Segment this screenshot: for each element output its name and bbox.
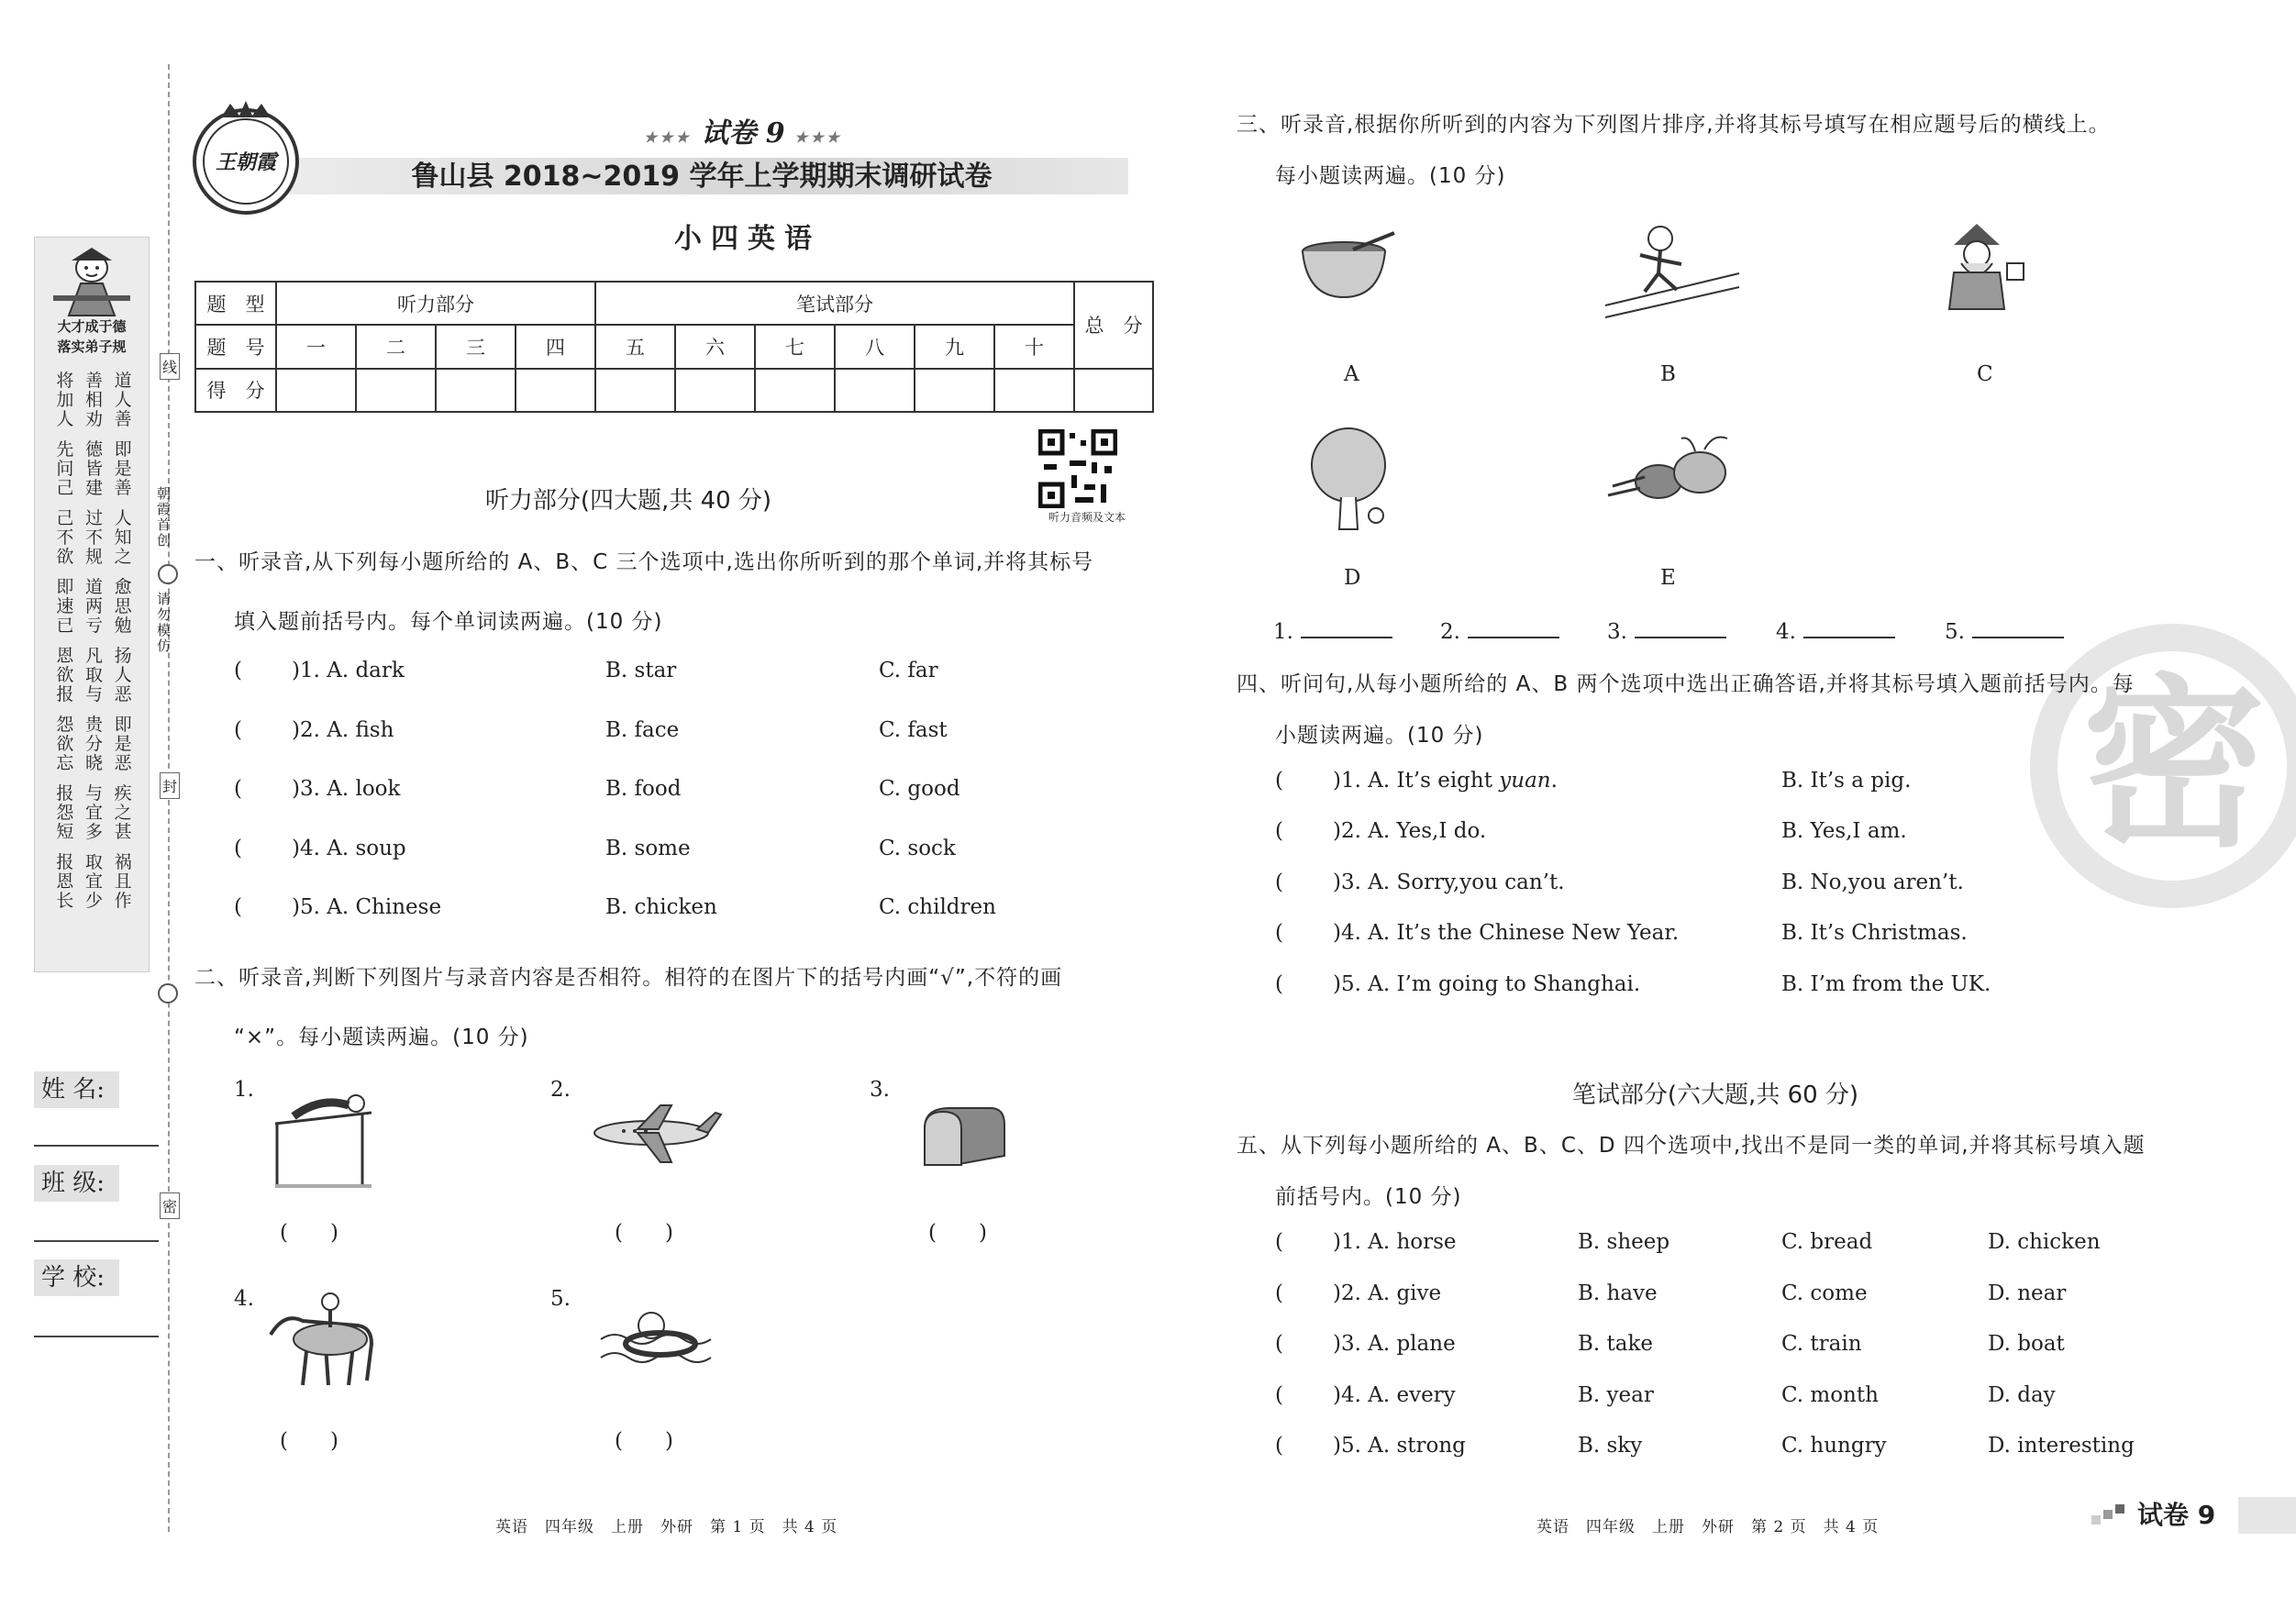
score-table-number: 六 <box>675 325 755 368</box>
q5-answer-bracket[interactable]: ( <box>1275 1434 1283 1458</box>
bread-picture <box>917 1101 1009 1174</box>
margin-verse-char: 思 <box>114 596 132 616</box>
q4-option-b: B. Yes,I am. <box>1781 819 1907 843</box>
margin-verse-char: 短 <box>56 822 74 842</box>
score-cell[interactable] <box>915 369 994 412</box>
q3-blank-number: 4. <box>1776 620 1796 644</box>
score-cell[interactable] <box>436 369 516 412</box>
name-label: 姓 名: <box>34 1071 119 1108</box>
q2-number: 5. <box>550 1287 571 1311</box>
margin-verse-char: 亏 <box>84 616 103 636</box>
margin-verse-char: 欲 <box>56 665 74 685</box>
margin-verse-char: 且 <box>114 871 132 892</box>
score-table-number: 十 <box>994 325 1074 368</box>
q3-picture-label: D <box>1344 566 1361 590</box>
margin-verse-char: 两 <box>84 596 103 616</box>
confidential-seal-char: 密 <box>2081 659 2266 872</box>
margin-verse-char: 规 <box>84 547 103 567</box>
q5-option-b: B. year <box>1578 1383 1654 1407</box>
q4-option-a-end: . <box>1550 769 1558 793</box>
margin-verse-column <box>50 509 80 567</box>
q3-picture-label: A <box>1344 362 1359 386</box>
q2-number: 2. <box>550 1078 571 1102</box>
q2-answer-bracket[interactable]: ( ) <box>615 1221 673 1245</box>
q4-option-a <box>1333 819 1486 843</box>
horse-riding-picture <box>257 1289 394 1390</box>
soup-bowl-picture <box>1298 231 1399 305</box>
margin-verse-char: 即 <box>114 715 132 735</box>
margin-verse-column <box>50 853 80 911</box>
brand-logo-text: 王朝霞 <box>215 150 276 174</box>
margin-verse-char: 道 <box>114 371 132 391</box>
q1-answer-bracket[interactable]: ( <box>234 718 242 742</box>
corner-decoration <box>2091 1504 2128 1528</box>
margin-verse-char: 知 <box>114 527 132 548</box>
scissors-icon <box>158 564 178 584</box>
margin-verse-column <box>50 715 80 773</box>
q5-option-c: C. hungry <box>1781 1434 1887 1458</box>
margin-verse-char: 与 <box>84 684 103 704</box>
binding-mark-seal: 封 <box>160 772 180 799</box>
q5-instruction-line-1: 五、从下列每小题所给的 A、B、C、D 四个选项中,找出不是同一类的单词,并将其标号填入题 <box>1237 1134 2146 1158</box>
q1-option-c: C. fast <box>879 718 948 742</box>
margin-verse-column <box>80 647 109 704</box>
qr-caption: 听力音频及文本 <box>1048 511 1126 524</box>
margin-verse-char: 已 <box>56 616 74 636</box>
margin-verse-char: 取 <box>84 665 103 685</box>
q1-option-b: B. star <box>605 659 677 682</box>
q3-answer-line[interactable] <box>1803 616 1895 638</box>
score-table <box>194 281 1154 413</box>
score-table-number: 一 <box>276 325 356 368</box>
margin-verse-char: 报 <box>56 783 74 804</box>
q1-answer-bracket[interactable]: ( <box>234 895 242 919</box>
q2-answer-bracket[interactable]: ( ) <box>615 1429 673 1453</box>
q1-answer-bracket[interactable]: ( <box>234 837 242 860</box>
q4-option-a-text: )5. A. I’m going to Shanghai. <box>1333 972 1641 996</box>
margin-verse-char: 恶 <box>114 684 132 704</box>
margin-verse-column <box>80 440 109 498</box>
q1-answer-bracket[interactable]: ( <box>234 659 242 682</box>
margin-verse-char: 祸 <box>114 852 132 872</box>
q1-option-a: )2. A. fish <box>292 718 394 742</box>
q1-option-c: C. far <box>879 659 938 682</box>
q5-answer-bracket[interactable]: ( <box>1275 1230 1283 1254</box>
margin-verse-char: 道 <box>84 577 103 597</box>
margin-verse-char: 贵 <box>84 715 103 735</box>
q5-option-d: D. near <box>1988 1281 2067 1305</box>
score-table-writing: 笔试部分 <box>595 282 1074 325</box>
q1-option-a: )3. A. look <box>292 777 401 801</box>
swimming-picture <box>596 1298 715 1381</box>
q4-option-b: B. I’m from the UK. <box>1781 972 1991 996</box>
margin-verse-char: 长 <box>56 891 74 911</box>
q1-option-a: )1. A. dark <box>292 659 405 682</box>
q3-blank-number: 5. <box>1945 620 1965 644</box>
q3-answer-line[interactable] <box>1635 616 1726 638</box>
q5-option-b: B. sheep <box>1578 1230 1670 1254</box>
margin-verse-char: 恶 <box>114 753 132 773</box>
score-table-number: 五 <box>595 325 675 368</box>
margin-verse-char: 人 <box>114 665 132 685</box>
margin-verse-char: 报 <box>56 852 74 872</box>
margin-verse-char: 恩 <box>56 871 74 892</box>
margin-verse-char: 己 <box>56 508 74 528</box>
margin-verse-char: 人 <box>114 390 132 410</box>
margin-verse-column <box>50 784 80 842</box>
margin-verse-char: 愈 <box>114 577 132 597</box>
binding-mark-line: 线 <box>160 353 180 380</box>
margin-verse-char: 皆 <box>84 459 103 479</box>
q2-answer-bracket[interactable]: ( ) <box>280 1221 338 1245</box>
q1-option-b: B. food <box>605 777 682 801</box>
margin-verse-char: 甚 <box>114 822 132 842</box>
exam-title: 鲁山县 2018~2019 学年上学期期末调研试卷 <box>411 161 993 193</box>
exam-series-label <box>624 110 862 150</box>
margin-verse-char: 人 <box>56 409 74 429</box>
margin-verse-char: 作 <box>114 891 132 911</box>
margin-verse-column <box>50 440 80 498</box>
margin-verse-column <box>50 372 80 429</box>
margin-verse-column <box>50 647 80 704</box>
margin-verse-char: 宜 <box>84 803 103 823</box>
high-jump-picture <box>257 1087 376 1188</box>
q5-option-b: B. have <box>1578 1281 1658 1305</box>
q2-answer-bracket[interactable]: ( ) <box>280 1429 338 1453</box>
q5-answer-bracket[interactable]: ( <box>1275 1383 1283 1407</box>
margin-side-text-1: 朝霞首创 <box>155 486 172 549</box>
q5-option-d: D. boat <box>1988 1332 2065 1356</box>
q1-option-c: C. sock <box>879 837 956 860</box>
margin-verse-char: 善 <box>114 409 132 429</box>
q5-option-d: D. interesting <box>1988 1434 2135 1458</box>
q1-option-b: B. some <box>605 837 691 860</box>
q3-blank-5[interactable] <box>1945 616 2064 644</box>
q1-answer-bracket[interactable]: ( <box>234 777 242 801</box>
margin-motto <box>46 316 138 357</box>
q2-number: 4. <box>234 1287 254 1311</box>
vegetables-picture <box>1603 431 1741 523</box>
margin-verse-char: 将 <box>56 371 74 391</box>
corner-exam-label: 试卷 9 <box>2137 1500 2216 1530</box>
q4-option-a <box>1333 871 1565 894</box>
margin-verse-column <box>108 853 138 911</box>
score-cell[interactable] <box>356 369 436 412</box>
q4-answer-bracket[interactable]: ( <box>1275 972 1283 996</box>
score-cell[interactable] <box>675 369 755 412</box>
margin-verse-char: 忘 <box>56 753 74 773</box>
q4-option-a <box>1333 921 1679 945</box>
margin-motto-line-2: 落实弟子规 <box>57 338 127 355</box>
scholar-illustration <box>46 240 138 318</box>
score-table-number: 四 <box>516 325 595 368</box>
q4-answer-bracket[interactable]: ( <box>1275 769 1283 793</box>
score-table-type-header: 题 型 <box>195 282 276 325</box>
q5-option-d: D. chicken <box>1988 1230 2101 1254</box>
q1-option-b: B. chicken <box>605 895 717 919</box>
q1-option-b: B. face <box>605 718 680 742</box>
score-cell[interactable] <box>595 369 675 412</box>
margin-verse-char: 己 <box>56 478 74 498</box>
q5-option-d: D. day <box>1988 1383 2056 1407</box>
margin-verse-char: 善 <box>114 478 132 498</box>
margin-verse-char: 相 <box>84 390 103 410</box>
margin-verse-char: 疾 <box>114 783 132 804</box>
score-table-number: 二 <box>356 325 436 368</box>
tree-picture <box>1303 424 1403 534</box>
running-boy-picture <box>1603 218 1741 319</box>
margin-verse-column <box>80 715 109 773</box>
margin-verse-char: 不 <box>84 527 103 548</box>
margin-verse-char: 欲 <box>56 547 74 567</box>
santa-claus-picture <box>1926 222 2027 314</box>
margin-verse-char: 扬 <box>114 646 132 666</box>
writing-section-title: 笔试部分(六大题,共 60 分) <box>1571 1081 1859 1109</box>
margin-verse-char: 是 <box>114 459 132 479</box>
q5-answer-bracket[interactable]: ( <box>1275 1332 1283 1356</box>
q4-option-b: B. It’s a pig. <box>1781 769 1912 793</box>
q4-answer-bracket[interactable]: ( <box>1275 819 1283 843</box>
margin-verse-char: 欲 <box>56 734 74 754</box>
q5-option-c: C. train <box>1781 1332 1862 1356</box>
margin-motto-line-1: 大才成于德 <box>57 318 127 335</box>
q3-blank-3[interactable] <box>1607 616 1726 644</box>
score-cell-total[interactable] <box>1074 369 1153 412</box>
q2-number: 3. <box>870 1078 890 1102</box>
q5-option-b: B. sky <box>1578 1434 1643 1458</box>
q2-instruction-line-1: 二、听录音,判断下列图片与录音内容是否相符。相符的在图片下的括号内画“√”,不符的画 <box>194 966 1063 990</box>
qr-code-icon[interactable] <box>1038 429 1117 508</box>
margin-verse-char: 少 <box>84 891 103 911</box>
margin-verse-column <box>108 372 138 429</box>
q4-option-a-text: )2. A. Yes,I do. <box>1333 819 1487 843</box>
q3-instruction-line-2: 每小题读两遍。(10 分) <box>1275 164 1506 188</box>
q3-instruction-line-1: 三、听录音,根据你所听到的内容为下列图片排序,并将其标号填写在相应题号后的横线上。 <box>1237 113 2111 137</box>
q5-option-a: )3. A. plane <box>1333 1332 1456 1356</box>
margin-verse-char: 多 <box>84 822 103 842</box>
margin-verse-char: 即 <box>114 439 132 460</box>
margin-verse-column <box>108 578 138 636</box>
score-table-number: 九 <box>915 325 994 368</box>
margin-verse-char: 问 <box>56 459 74 479</box>
margin-verse-column <box>108 509 138 567</box>
q5-option-c: C. bread <box>1781 1230 1873 1254</box>
corner-bar <box>2238 1497 2296 1534</box>
q3-blank-number: 3. <box>1607 620 1627 644</box>
airplane-picture <box>587 1096 725 1170</box>
margin-verse-char: 之 <box>114 547 132 567</box>
margin-verse-column <box>50 578 80 636</box>
q3-blank-number: 1. <box>1273 620 1293 644</box>
margin-verse-char: 凡 <box>84 646 103 666</box>
margin-verse-char: 恩 <box>56 646 74 666</box>
margin-verse-char: 加 <box>56 390 74 410</box>
score-cell[interactable] <box>755 369 835 412</box>
margin-verse-char: 勉 <box>114 616 132 636</box>
margin-verse-column <box>80 784 109 842</box>
listening-section-title: 听力部分(四大题,共 40 分) <box>484 487 772 515</box>
margin-side-text-2: 请勿模仿 <box>155 592 172 654</box>
q4-option-a <box>1333 972 1640 996</box>
school-field[interactable] <box>34 1336 159 1337</box>
score-cell[interactable] <box>994 369 1074 412</box>
q3-blank-1[interactable] <box>1273 616 1392 644</box>
q5-option-a: )5. A. strong <box>1333 1434 1466 1458</box>
margin-verse-char: 宜 <box>84 871 103 892</box>
score-table-number: 七 <box>755 325 835 368</box>
margin-verse-char: 怨 <box>56 715 74 735</box>
q5-option-c: C. come <box>1781 1281 1868 1305</box>
margin-verse-column <box>80 372 109 429</box>
q3-blank-4[interactable] <box>1776 616 1895 644</box>
q4-answer-bracket[interactable]: ( <box>1275 921 1283 945</box>
margin-verse-char: 晓 <box>84 753 103 773</box>
q3-blank-2[interactable] <box>1440 616 1559 644</box>
score-table-number: 三 <box>436 325 516 368</box>
q1-instruction-line-2: 填入题前括号内。每个单词读两遍。(10 分) <box>234 610 663 634</box>
q3-blank-number: 2. <box>1440 620 1460 644</box>
q4-option-a-text: )3. A. Sorry,you can’t. <box>1333 871 1565 894</box>
school-label: 学 校: <box>34 1259 119 1296</box>
q1-option-c: C. children <box>879 895 996 919</box>
q3-answer-line[interactable] <box>1468 616 1559 638</box>
q3-picture-label: E <box>1660 566 1676 590</box>
q4-instruction-line-2: 小题读两遍。(10 分) <box>1275 724 1484 748</box>
star-decoration-left: ★★★ <box>643 128 692 146</box>
q4-option-a-text: )4. A. It’s the Chinese New Year. <box>1333 921 1680 945</box>
star-decoration-right: ★★★ <box>794 128 843 146</box>
margin-verse-char: 先 <box>56 439 74 460</box>
margin-verse-char: 不 <box>56 527 74 548</box>
score-cell[interactable] <box>516 369 595 412</box>
q4-answer-bracket[interactable]: ( <box>1275 871 1283 894</box>
score-table-number-header: 题 号 <box>195 325 276 368</box>
score-table-number: 八 <box>835 325 915 368</box>
q1-instruction-line-1: 一、听录音,从下列每小题所给的 A、B、C 三个选项中,选出你所听到的那个单词,并将其标号 <box>194 550 1094 574</box>
class-field[interactable] <box>34 1240 159 1242</box>
q5-option-c: C. month <box>1781 1383 1879 1407</box>
margin-verse-column <box>80 509 109 567</box>
binding-mark-secret: 密 <box>160 1192 180 1219</box>
page-footer-right: 英语 四年级 上册 外研 第 2 页 共 4 页 <box>1536 1518 1880 1536</box>
margin-verse-char: 是 <box>114 734 132 754</box>
score-cell[interactable] <box>276 369 356 412</box>
q4-option-b: B. No,you aren’t. <box>1781 871 1964 894</box>
q5-instruction-line-2: 前括号内。(10 分) <box>1275 1185 1462 1209</box>
margin-verse-char: 人 <box>114 508 132 528</box>
page-footer-left: 英语 四年级 上册 外研 第 1 页 共 4 页 <box>495 1518 838 1536</box>
margin-verse-char: 报 <box>56 684 74 704</box>
q2-instruction-line-2: “×”。每小题读两遍。(10 分) <box>234 1026 529 1049</box>
margin-verse-char: 过 <box>84 508 103 528</box>
exam-subject: 小四英语 <box>674 223 821 255</box>
margin-verse-column <box>80 853 109 911</box>
margin-verse-char: 取 <box>84 852 103 872</box>
q1-option-a: )4. A. soup <box>292 837 406 860</box>
q5-option-a: )4. A. every <box>1333 1383 1456 1407</box>
margin-verse-char: 即 <box>56 577 74 597</box>
q3-picture-label: C <box>1977 362 1993 386</box>
q4-instruction-line-1: 四、听问句,从每小题所给的 A、B 两个选项中选出正确答语,并将其标号填入题前括号内。每 <box>1237 672 2135 696</box>
score-cell[interactable] <box>835 369 915 412</box>
q4-option-a-italic: yuan <box>1499 769 1551 793</box>
q5-option-a: )1. A. horse <box>1333 1230 1457 1254</box>
q1-option-a: )5. A. Chinese <box>292 895 442 919</box>
margin-verse-char: 与 <box>84 783 103 804</box>
margin-verse-column <box>108 440 138 498</box>
margin-verse-char: 之 <box>114 803 132 823</box>
margin-verse-column <box>108 647 138 704</box>
score-table-listening: 听力部分 <box>276 282 595 325</box>
q2-answer-bracket[interactable]: ( ) <box>928 1221 987 1245</box>
margin-verse-column <box>80 578 109 636</box>
q5-option-b: B. take <box>1578 1332 1654 1356</box>
margin-verse-char: 劝 <box>84 409 103 429</box>
q4-option-a-text: )1. A. It’s eight <box>1333 769 1500 793</box>
margin-verse-char: 怨 <box>56 803 74 823</box>
name-field[interactable] <box>34 1145 159 1147</box>
score-table-total: 总 分 <box>1074 282 1153 369</box>
margin-verse-char: 德 <box>84 439 103 460</box>
margin-verse-char: 善 <box>84 371 103 391</box>
q5-answer-bracket[interactable]: ( <box>1275 1281 1283 1305</box>
q2-number: 1. <box>234 1078 254 1102</box>
q5-option-a: )2. A. give <box>1333 1281 1442 1305</box>
q3-picture-label: B <box>1660 362 1676 386</box>
exam-series-text: 试卷 9 <box>701 117 785 150</box>
q4-option-b: B. It’s Christmas. <box>1781 921 1968 945</box>
q1-option-c: C. good <box>879 777 960 801</box>
class-label: 班 级: <box>34 1165 119 1202</box>
q3-answer-line[interactable] <box>1301 616 1392 638</box>
margin-verse-char: 速 <box>56 596 74 616</box>
margin-verse-column <box>108 715 138 773</box>
q4-option-a <box>1333 769 1558 793</box>
margin-verse-columns <box>50 372 138 911</box>
margin-verse-column <box>108 784 138 842</box>
score-table-score-header: 得 分 <box>195 369 276 412</box>
margin-verse-char: 分 <box>84 734 103 754</box>
margin-verse-char: 建 <box>84 478 103 498</box>
scissors-icon <box>158 983 178 1004</box>
q3-answer-line[interactable] <box>1972 616 2064 638</box>
